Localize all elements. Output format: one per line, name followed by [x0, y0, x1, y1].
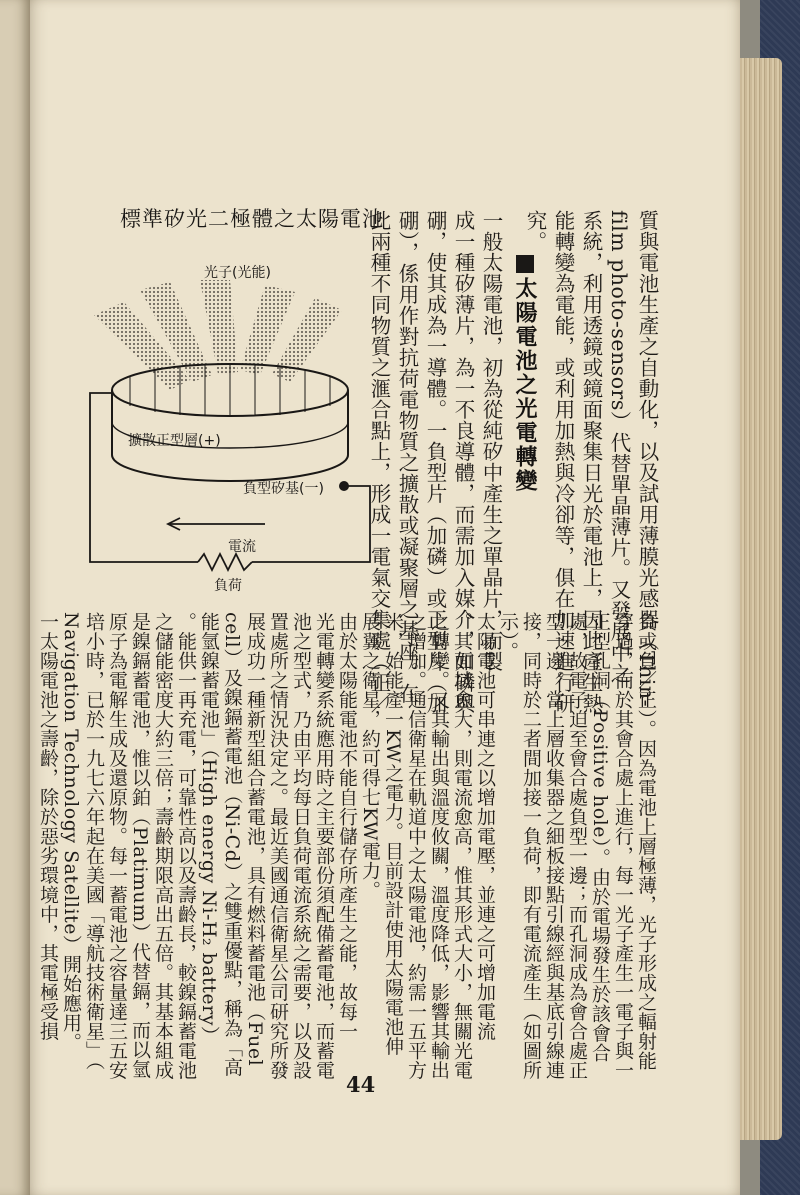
text-column: 。能供一再充電，可靠性高以及壽齡長，較鎳鎘蓄電池 — [175, 612, 197, 1080]
facing-page-edge — [0, 0, 30, 1195]
text-column: 能氫鎳蓄電池」（High energy Ni-H₂ battery） — [198, 612, 220, 1046]
text-column: 硼，使其成為一導體。一負型片（加磷）或正型片（加 — [423, 210, 447, 714]
text-column: 硼），係用作對抗荷電物質之擴散或凝聚層之基座。在 — [395, 210, 419, 704]
text-column: 太陽電池可串連之以增加電壓，並連之可增加電流 — [474, 612, 496, 1041]
cell-body — [112, 364, 348, 481]
text-column: film photo-sensors）代替單晶薄片。又發展中之 — [607, 210, 631, 684]
text-column: 之增加。通信衛星在軌道中之太陽電池，約需一五平方 — [405, 612, 427, 1080]
text-column: 示）。 — [497, 612, 519, 661]
text-column: 接，同時於二者間加接一負荷，即有電流產生（如圖所 — [520, 612, 542, 1080]
text-column: 一般太陽電池，初為從純矽中產生之單晶片，而製 — [479, 210, 503, 672]
text-column: 質與電池生產之自動化，以及試用薄膜光感器（Thin- — [635, 210, 659, 708]
photon-label: 光子(光能) — [204, 265, 271, 281]
text-column: 處，故電子迫至會合處負型一邊；而孔洞成為會合處正 — [566, 612, 588, 1080]
text-column: 負或負／正）。因為電池上層極薄，光子形成之輻射能 — [635, 612, 657, 1071]
text-column: 米，始能產一KW之電力。目前設計使用太陽電池伸 — [382, 612, 404, 1056]
text-column: Navigation Technology Satellite）開始應用。 — [60, 612, 82, 1052]
text-column: 能轉變為電能，或利用加熱與冷卻等，俱在加速進行研 — [551, 210, 575, 714]
text-column: 置處所之情況決定之。最近美國通信衛星公司研究所發 — [267, 612, 289, 1080]
text-column: 。其面域愈大，則電流愈高，惟其形式大小，無關光電 — [451, 612, 473, 1080]
text-column: 正型孔洞（Positive hole）。由於電場發生於該會合 — [589, 612, 611, 1063]
text-column: 培小時，已於一九七六年起在美國「導航技術衛星」（ — [83, 612, 105, 1071]
heading-marker-icon — [516, 255, 534, 273]
text-column: 展翼之衛星，約可得七KW電力。 — [359, 612, 381, 900]
text-column: 展成功一種新型組合蓄電池，具有燃料蓄電池（Fuel — [244, 612, 266, 1067]
text-column: 之轉變。又其輸出與溫度攸關，溫度降低，影響其輸出 — [428, 612, 450, 1080]
text-column: 一太陽電池之壽齡，除於惡劣環境中，其電極受損 — [37, 612, 59, 1041]
current-label: 電流 — [228, 539, 256, 555]
text-column: 究。 — [523, 210, 547, 252]
text-column: 之儲能密度大約三倍；壽齡期限高出五倍。其基本組成 — [152, 612, 174, 1080]
load-label: 負荷 — [214, 578, 242, 594]
text-column: 成一種矽薄片，為一不良導體，而需加入媒介，如磷與 — [451, 210, 475, 714]
text-column: 是鎳鎘蓄電池，惟以鉑（Platimum）代替鎘，而以氫 — [129, 612, 151, 1079]
figure-title: 標準矽光二極體之太陽電池 — [120, 207, 384, 231]
text-column: 型一邊。當上層收集器之細板接點引線經與基底引線連 — [543, 612, 565, 1080]
section-heading: 太陽電池之光電轉變 — [510, 255, 541, 495]
text-column: 光電轉變系統應用時之主要部份須配備蓄電池，而蓄電 — [313, 612, 335, 1080]
text-column: 穿過，而於其會合處上進行，每一光子產生一電子與一 — [612, 612, 634, 1080]
text-column: 此兩種不同物質之滙合點上，形成一電氣交集處（正／ — [367, 210, 391, 714]
text-column: 系統，利用透鏡或鏡面聚集日光於電池上，因此產生熱 — [579, 210, 603, 714]
p-layer-label: 擴散正型層(+) — [128, 433, 221, 449]
text-column: cell）及鎳鎘蓄電池（Ni-Cd）之雙重優點，稱為「高 — [221, 612, 243, 1077]
text-column: 原子為電解生成及還原物。每一蓄電池之容量達三五安 — [106, 612, 128, 1080]
page-number: 44 — [346, 1072, 376, 1097]
n-base-label: 負型矽基(一) — [243, 481, 324, 497]
terminal-dot — [339, 481, 349, 491]
text-column: 池之型式，乃由平均每日負荷電流系統之需要，以及設 — [290, 612, 312, 1080]
text-column: 由於太陽能電池不能自行儲存所產生之能，故每一 — [336, 612, 358, 1041]
